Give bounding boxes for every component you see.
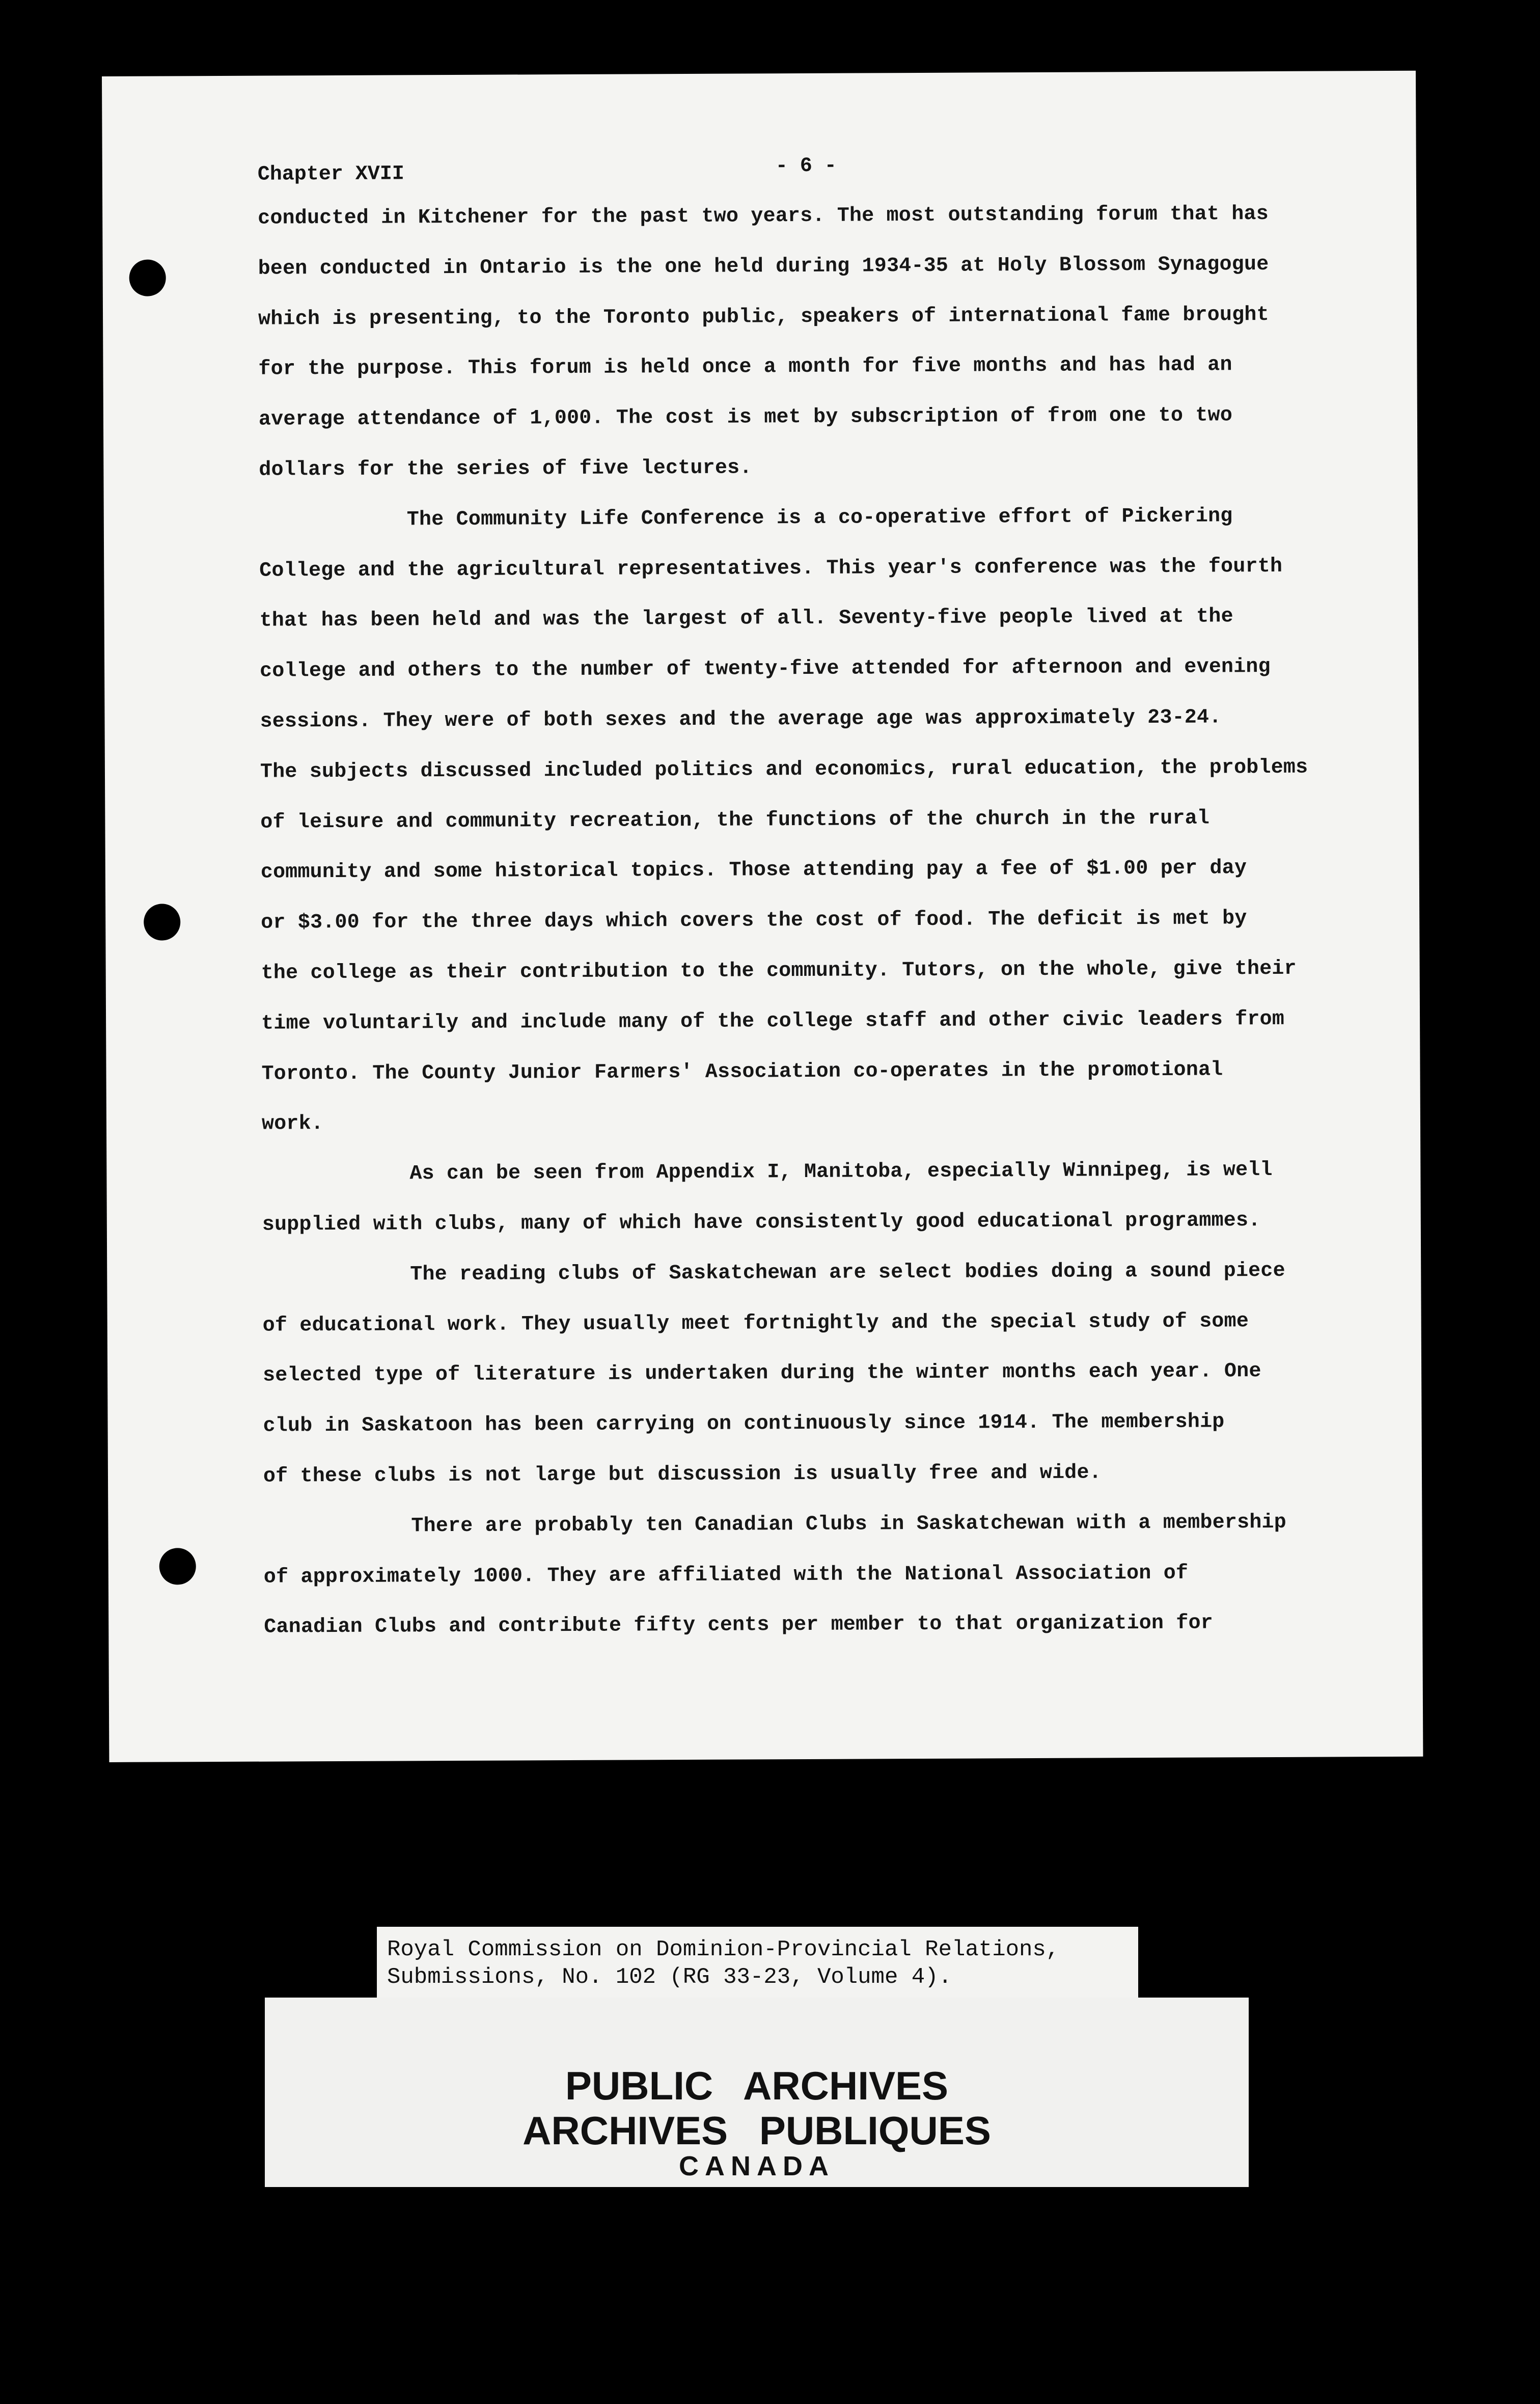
text-line: As can be seen from Appendix I, Manitoba, especially Winnipeg, is well (409, 1159, 1273, 1186)
binder-hole-middle (144, 904, 180, 940)
text-line: College and the agricultural representatives. This year's conference was the fourth (259, 555, 1283, 583)
text-line: Canadian Clubs and contribute fifty cents per member to that organization for (264, 1611, 1214, 1639)
source-reference-line-2: Submissions, No. 102 (RG 33-23, Volume 4). (387, 1964, 952, 1990)
text-line: that has been held and was the largest of all. Seventy-five people lived at the (259, 605, 1233, 633)
text-line: work. (261, 1112, 324, 1136)
text-line: selected type of literature is undertaken during the winter months each year. One (263, 1360, 1261, 1387)
text-line: The Community Life Conference is a co-operative effort of Pickering (406, 505, 1233, 532)
text-line: of leisure and community recreation, the functions of the church in the rural (260, 807, 1210, 834)
text-line: or $3.00 for the three days which covers the cost of food. The deficit is met by (261, 907, 1247, 935)
archives-stamp-line-1: PUBLIC ARCHIVES (565, 2063, 949, 2108)
text-line: There are probably ten Canadian Clubs in Saskatchewan with a membership (411, 1511, 1286, 1538)
text-line: which is presenting, to the Toronto public, speakers of international fame brought (258, 303, 1269, 331)
text-line: college and others to the number of twenty-five attended for afternoon and evening (260, 655, 1271, 683)
archives-stamp-line-3: CANADA (679, 2151, 835, 2181)
archives-stamp (265, 1998, 1249, 2187)
text-line: been conducted in Ontario is the one held during 1934-35 at Holy Blossom Synagogue (258, 253, 1269, 281)
chapter-heading: Chapter XVII (257, 162, 404, 186)
text-line: of these clubs is not large but discussion is usually free and wide. (263, 1461, 1102, 1488)
source-reference-label (377, 1927, 1138, 1999)
binder-hole-bottom (159, 1548, 196, 1585)
text-line: for the purpose. This forum is held once a month for five months and has had an (258, 353, 1232, 381)
archives-stamp-line-2: ARCHIVES PUBLIQUES (522, 2108, 991, 2153)
binder-hole-top (129, 259, 166, 296)
text-line: time voluntarily and include many of the college staff and other civic leaders from (261, 1007, 1285, 1035)
text-line: community and some historical topics. Those attending pay a fee of $1.00 per day (260, 857, 1247, 885)
text-line: dollars for the series of five lectures. (259, 456, 752, 482)
text-line: average attendance of 1,000. The cost is met by subscription of from one to two (258, 404, 1233, 431)
text-line: of approximately 1000. They are affiliated with the National Association of (263, 1562, 1189, 1589)
text-line: The subjects discussed included politics and economics, rural education, the problems (260, 756, 1308, 784)
text-line: club in Saskatoon has been carrying on continuously since 1914. The membership (263, 1410, 1225, 1438)
text-line: sessions. They were of both sexes and the average age was approximately 23-24. (260, 706, 1222, 733)
text-line: conducted in Kitchener for the past two years. The most outstanding forum that has (258, 203, 1269, 230)
text-line: of educational work. They usually meet fortnightly and the special study of some (262, 1309, 1249, 1337)
page-number: - 6 - (775, 154, 837, 178)
text-line: The reading clubs of Saskatchewan are select bodies doing a sound piece (410, 1259, 1285, 1287)
text-line: Toronto. The County Junior Farmers' Association co-operates in the promotional (261, 1058, 1223, 1086)
source-reference-line-1: Royal Commission on Dominion-Provincial Relations, (387, 1937, 1060, 1962)
document-page (102, 71, 1423, 1762)
text-line: supplied with clubs, many of which have consistently good educational programmes. (262, 1209, 1261, 1237)
text-line: the college as their contribution to the community. Tutors, on the whole, give their (261, 957, 1297, 985)
body-text (258, 189, 1374, 1653)
